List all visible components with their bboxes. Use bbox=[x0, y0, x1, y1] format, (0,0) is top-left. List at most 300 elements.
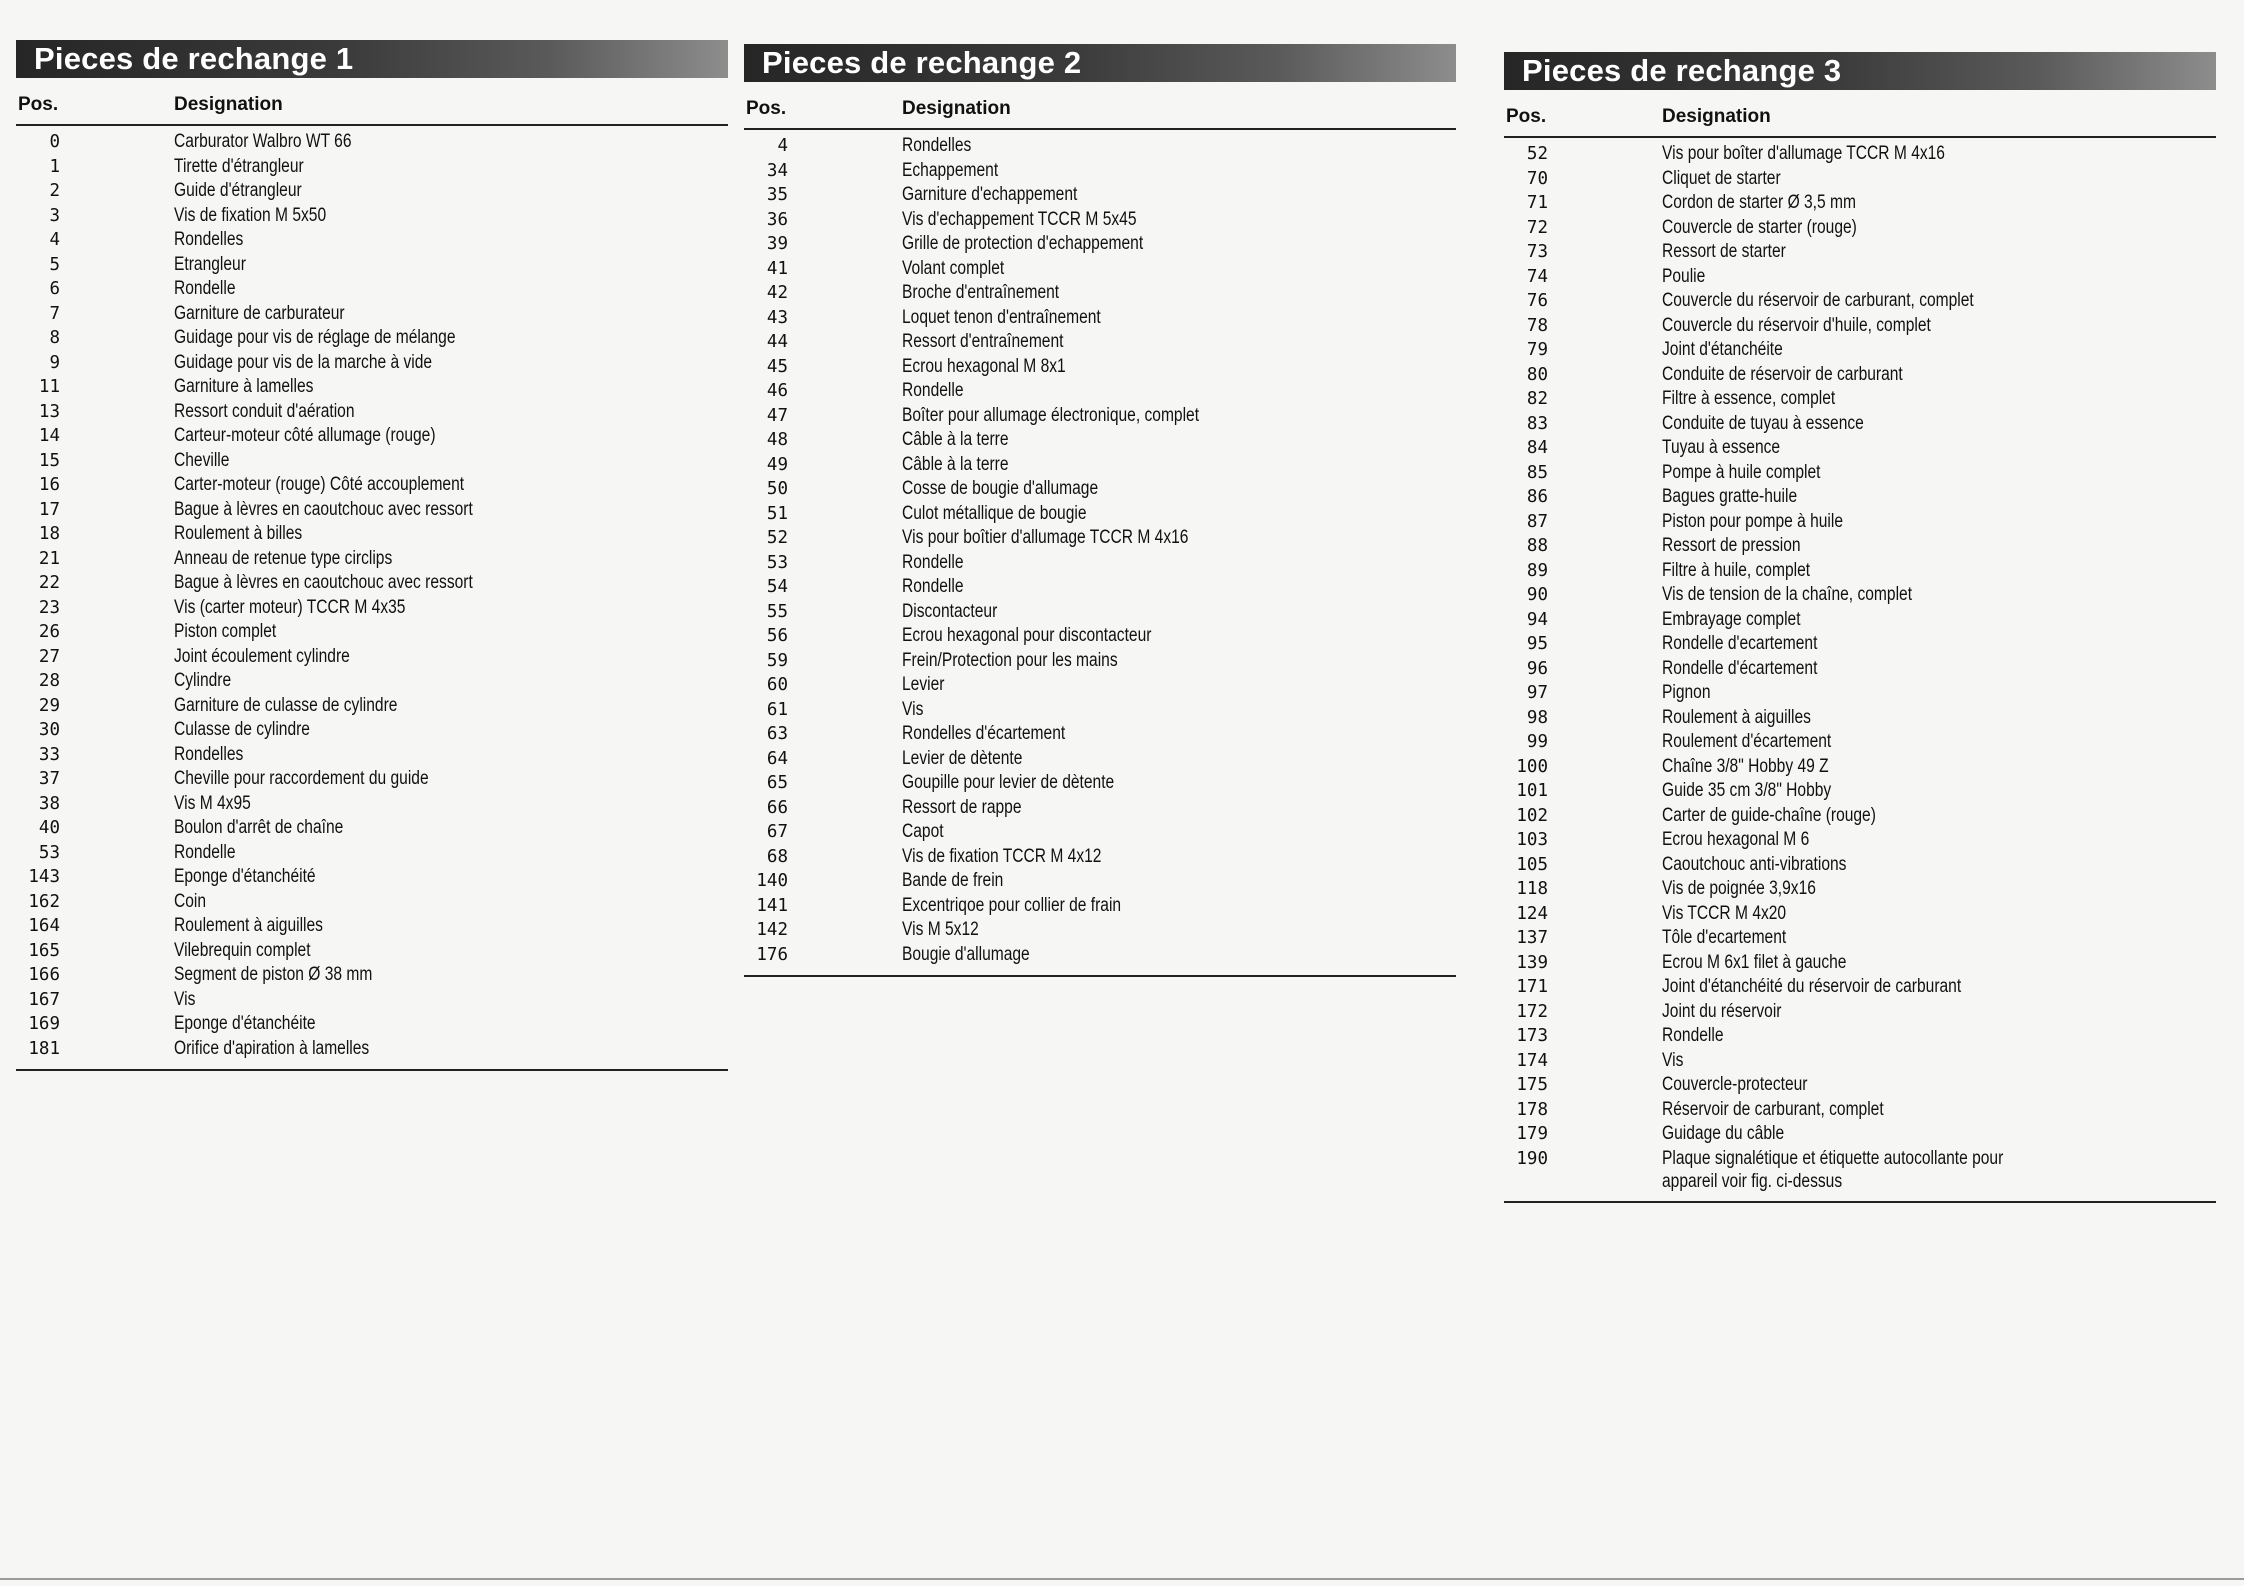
part-designation: Rondelle bbox=[902, 551, 964, 573]
table-row bbox=[744, 747, 1456, 772]
position-number: 49 bbox=[766, 454, 788, 475]
position-number: 98 bbox=[1526, 707, 1548, 728]
position-number: 9 bbox=[49, 352, 60, 373]
table-row bbox=[744, 526, 1456, 551]
part-designation: Vis pour boîtier d'allumage TCCR M 4x16 bbox=[902, 527, 1189, 548]
part-designation: Réservoir de carburant, complet bbox=[1662, 1098, 1884, 1120]
table-row bbox=[1504, 436, 2216, 461]
table-row bbox=[1504, 877, 2216, 902]
table-row bbox=[744, 575, 1456, 600]
part-designation: Tirette d'étrangleur bbox=[174, 155, 304, 177]
position-number: 66 bbox=[766, 797, 788, 818]
part-designation: Pompe à huile complet bbox=[1662, 461, 1821, 483]
table-row bbox=[744, 502, 1456, 527]
panel-title: Pieces de rechange 3 bbox=[1504, 52, 2216, 90]
part-designation: Rondelles bbox=[174, 743, 244, 765]
position-number: 179 bbox=[1516, 1124, 1548, 1144]
part-designation: Ressort d'entraînement bbox=[902, 331, 1064, 352]
part-designation: Ressort de rappe bbox=[902, 796, 1022, 818]
table-row bbox=[744, 477, 1456, 502]
part-designation: Couvercle-protecteur bbox=[1662, 1074, 1808, 1095]
part-designation: Ecrou hexagonal M 6 bbox=[1662, 829, 1810, 850]
part-designation: Filtre à huile, complet bbox=[1662, 559, 1811, 581]
part-designation: Rondelle bbox=[902, 380, 964, 401]
position-number: 102 bbox=[1516, 805, 1548, 826]
table-row bbox=[1504, 1000, 2216, 1025]
table-row bbox=[16, 277, 728, 302]
position-number: 38 bbox=[38, 793, 60, 814]
part-designation: Cosse de bougie d'allumage bbox=[902, 478, 1099, 499]
position-number: 28 bbox=[38, 671, 60, 691]
position-number: 143 bbox=[28, 867, 60, 887]
table-row bbox=[1504, 926, 2216, 951]
position-number: 87 bbox=[1526, 511, 1548, 532]
position-number: 34 bbox=[766, 160, 788, 181]
part-designation: Pignon bbox=[1662, 682, 1711, 703]
table-row bbox=[1504, 1024, 2216, 1049]
table-row bbox=[16, 890, 728, 915]
table-row bbox=[1504, 632, 2216, 657]
position-number: 142 bbox=[756, 920, 788, 940]
position-number: 90 bbox=[1526, 585, 1548, 605]
table-row bbox=[1504, 510, 2216, 535]
part-designation: Carter-moteur (rouge) Côté accouplement bbox=[174, 474, 465, 495]
table-row bbox=[744, 869, 1456, 894]
part-designation: Vis M 5x12 bbox=[902, 919, 979, 940]
part-designation: Eponge d'étanchéité bbox=[174, 866, 316, 887]
table-row bbox=[16, 645, 728, 670]
table-row bbox=[16, 1037, 728, 1062]
table-row bbox=[1504, 583, 2216, 608]
table-row bbox=[16, 179, 728, 204]
table-row bbox=[1504, 608, 2216, 633]
part-designation: Bande de frein bbox=[902, 870, 1004, 891]
table-row bbox=[744, 379, 1456, 404]
part-designation: Conduite de tuyau à essence bbox=[1662, 412, 1864, 434]
position-number: 64 bbox=[766, 748, 788, 769]
position-number: 45 bbox=[766, 356, 788, 377]
table-bottom-rule bbox=[1504, 1201, 2216, 1203]
table-row bbox=[16, 498, 728, 523]
table-row bbox=[16, 694, 728, 719]
position-number: 78 bbox=[1526, 315, 1548, 336]
table-row bbox=[16, 914, 728, 939]
position-number: 76 bbox=[1526, 291, 1548, 311]
position-number: 80 bbox=[1526, 364, 1548, 385]
table-row bbox=[16, 302, 728, 327]
table-row bbox=[1504, 191, 2216, 216]
table-row bbox=[744, 428, 1456, 453]
position-number: 73 bbox=[1526, 242, 1548, 262]
column-header-pos: Pos. bbox=[746, 98, 787, 119]
part-designation: Garniture d'echappement bbox=[902, 184, 1078, 205]
position-number: 53 bbox=[38, 842, 60, 863]
part-designation: Plaque signalétique et étiquette autocollante pour appareil voir fig. ci-dessus bbox=[1662, 1147, 2004, 1192]
position-number: 166 bbox=[28, 965, 60, 985]
position-number: 40 bbox=[38, 818, 60, 838]
position-number: 46 bbox=[766, 381, 788, 401]
table-row bbox=[1504, 412, 2216, 437]
part-designation: Garniture de culasse de cylindre bbox=[174, 694, 398, 716]
part-designation: Excentriqoe pour collier de frain bbox=[902, 894, 1122, 916]
part-designation: Câble à la terre bbox=[902, 453, 1009, 475]
part-designation: Rondelle bbox=[902, 576, 964, 597]
part-designation: Orifice d'apiration à lamelles bbox=[174, 1037, 370, 1059]
table-row bbox=[16, 841, 728, 866]
part-designation: Piston complet bbox=[174, 621, 277, 642]
part-designation: Guidage du câble bbox=[1662, 1123, 1785, 1144]
position-number: 59 bbox=[766, 650, 788, 671]
table-row bbox=[744, 894, 1456, 919]
part-designation: Tôle d'ecartement bbox=[1662, 927, 1787, 948]
position-number: 96 bbox=[1526, 658, 1548, 679]
table-row bbox=[744, 355, 1456, 380]
position-number: 71 bbox=[1526, 193, 1548, 213]
table-row bbox=[744, 281, 1456, 306]
table-row bbox=[1504, 485, 2216, 510]
part-designation: Vis de fixation TCCR M 4x12 bbox=[902, 845, 1102, 867]
position-number: 181 bbox=[28, 1038, 60, 1059]
table-row bbox=[744, 159, 1456, 184]
position-number: 103 bbox=[1516, 830, 1548, 850]
table-row bbox=[16, 743, 728, 768]
table-row bbox=[16, 669, 728, 694]
part-designation: Carburator Walbro WT 66 bbox=[174, 131, 352, 152]
part-designation: Rondelle bbox=[174, 278, 236, 299]
position-number: 137 bbox=[1516, 928, 1548, 948]
part-designation: Bougie d'allumage bbox=[902, 943, 1030, 965]
table-row bbox=[16, 155, 728, 180]
position-number: 79 bbox=[1526, 340, 1548, 360]
part-designation: Coin bbox=[174, 890, 207, 912]
table-row bbox=[16, 571, 728, 596]
part-designation: Vis bbox=[174, 988, 196, 1010]
table-row bbox=[744, 845, 1456, 870]
part-designation: Embrayage complet bbox=[1662, 608, 1801, 630]
position-number: 172 bbox=[1516, 1001, 1548, 1022]
table-row bbox=[1504, 216, 2216, 241]
part-designation: Vis bbox=[1662, 1049, 1684, 1071]
part-designation: Ecrou hexagonal M 8x1 bbox=[902, 355, 1066, 377]
table-row bbox=[16, 865, 728, 890]
table-row bbox=[1504, 314, 2216, 339]
position-number: 167 bbox=[28, 989, 60, 1010]
table-row bbox=[16, 620, 728, 645]
table-row bbox=[744, 453, 1456, 478]
position-number: 52 bbox=[1526, 144, 1548, 164]
position-number: 43 bbox=[766, 307, 788, 328]
table-row bbox=[1504, 338, 2216, 363]
position-number: 51 bbox=[766, 503, 788, 524]
table-row bbox=[744, 796, 1456, 821]
part-designation: Joint écoulement cylindre bbox=[174, 645, 350, 667]
part-designation: Garniture à lamelles bbox=[174, 376, 314, 397]
table-row bbox=[1504, 387, 2216, 412]
position-number: 61 bbox=[766, 699, 788, 720]
part-designation: Guidage pour vis de réglage de mélange bbox=[174, 327, 456, 348]
part-designation: Piston pour pompe à huile bbox=[1662, 510, 1844, 532]
panel-title: Pieces de rechange 1 bbox=[16, 40, 728, 78]
part-designation: Eponge d'étanchéite bbox=[174, 1013, 316, 1034]
table-row bbox=[16, 449, 728, 474]
table-row bbox=[1504, 779, 2216, 804]
table-row bbox=[16, 939, 728, 964]
position-number: 72 bbox=[1526, 217, 1548, 238]
part-designation: Rondelle bbox=[1662, 1025, 1724, 1046]
part-designation: Rondelles d'écartement bbox=[902, 723, 1066, 744]
position-number: 86 bbox=[1526, 487, 1548, 507]
part-designation: Vis bbox=[902, 698, 924, 720]
part-designation: Guide d'étrangleur bbox=[174, 180, 302, 201]
position-number: 54 bbox=[766, 577, 788, 597]
part-designation: Conduite de réservoir de carburant bbox=[1662, 363, 1903, 385]
position-number: 56 bbox=[766, 626, 788, 646]
table-row bbox=[16, 988, 728, 1013]
part-designation: Etrangleur bbox=[174, 253, 246, 275]
position-number: 15 bbox=[38, 450, 60, 471]
table-row bbox=[744, 624, 1456, 649]
position-number: 17 bbox=[38, 499, 60, 520]
table-row bbox=[744, 771, 1456, 796]
position-number: 174 bbox=[1516, 1050, 1548, 1071]
parts-panel-1 bbox=[16, 40, 728, 1071]
table-row bbox=[744, 918, 1456, 943]
part-designation: Guide 35 cm 3/8" Hobby bbox=[1662, 780, 1832, 801]
table-row bbox=[1504, 975, 2216, 1000]
position-number: 2 bbox=[49, 181, 60, 201]
position-number: 37 bbox=[38, 769, 60, 789]
part-designation: Segment de piston Ø 38 mm bbox=[174, 964, 373, 985]
position-number: 33 bbox=[38, 744, 60, 765]
table-row bbox=[1504, 1147, 2216, 1193]
position-number: 42 bbox=[766, 283, 788, 303]
position-number: 6 bbox=[49, 279, 60, 299]
page-edge-line bbox=[0, 1578, 2244, 1580]
position-number: 169 bbox=[28, 1014, 60, 1034]
part-designation: Boîter pour allumage électronique, complet bbox=[902, 404, 1200, 426]
table-row bbox=[16, 792, 728, 817]
table-row bbox=[1504, 167, 2216, 192]
position-number: 164 bbox=[28, 916, 60, 936]
table-row bbox=[744, 404, 1456, 429]
column-headers bbox=[16, 78, 728, 126]
part-designation: Cheville bbox=[174, 449, 230, 471]
part-designation: Discontacteur bbox=[902, 600, 998, 622]
table-row bbox=[16, 326, 728, 351]
position-number: 44 bbox=[766, 332, 788, 352]
column-header-pos: Pos. bbox=[1506, 106, 1547, 127]
position-number: 173 bbox=[1516, 1026, 1548, 1046]
part-designation: Echappement bbox=[902, 159, 999, 181]
table-row bbox=[16, 963, 728, 988]
part-designation: Câble à la terre bbox=[902, 429, 1009, 450]
table-row bbox=[16, 228, 728, 253]
part-designation: Couvercle du réservoir de carburant, complet bbox=[1662, 290, 1974, 311]
position-number: 0 bbox=[49, 132, 60, 152]
position-number: 36 bbox=[766, 209, 788, 230]
position-number: 39 bbox=[766, 234, 788, 254]
table-row bbox=[1504, 461, 2216, 486]
position-number: 178 bbox=[1516, 1099, 1548, 1120]
table-row bbox=[744, 306, 1456, 331]
part-designation: Goupille pour levier de dètente bbox=[902, 772, 1115, 793]
part-designation: Levier de dètente bbox=[902, 747, 1023, 769]
part-designation: Cliquet de starter bbox=[1662, 167, 1781, 189]
part-designation: Levier bbox=[902, 674, 945, 695]
part-designation: Boulon d'arrêt de chaîne bbox=[174, 817, 344, 838]
table-row bbox=[16, 816, 728, 841]
table-row bbox=[1504, 1073, 2216, 1098]
position-number: 190 bbox=[1516, 1148, 1548, 1169]
part-designation: Rondelle d'écartement bbox=[1662, 657, 1818, 679]
position-number: 63 bbox=[766, 724, 788, 744]
part-designation: Cylindre bbox=[174, 670, 232, 691]
table-row bbox=[16, 424, 728, 449]
part-designation: Rondelle d'ecartement bbox=[1662, 633, 1818, 654]
part-designation: Anneau de retenue type circlips bbox=[174, 547, 393, 569]
table-row bbox=[16, 718, 728, 743]
position-number: 3 bbox=[49, 205, 60, 226]
table-row bbox=[1504, 902, 2216, 927]
position-number: 47 bbox=[766, 405, 788, 426]
position-number: 99 bbox=[1526, 732, 1548, 752]
part-designation: Roulement à aiguilles bbox=[174, 915, 323, 936]
position-number: 97 bbox=[1526, 683, 1548, 703]
table-row bbox=[1504, 1098, 2216, 1123]
table-row bbox=[1504, 363, 2216, 388]
part-designation: Ressort conduit d'aération bbox=[174, 400, 355, 422]
part-designation: Couvercle du réservoir d'huile, complet bbox=[1662, 314, 1931, 336]
table-row bbox=[16, 253, 728, 278]
part-designation: Frein/Protection pour les mains bbox=[902, 649, 1118, 671]
part-designation: Culasse de cylindre bbox=[174, 719, 310, 740]
table-row bbox=[1504, 681, 2216, 706]
table-row bbox=[744, 943, 1456, 968]
parts-list bbox=[744, 130, 1456, 967]
column-headers bbox=[744, 82, 1456, 130]
position-number: 22 bbox=[38, 573, 60, 593]
part-designation: Roulement à billes bbox=[174, 523, 303, 544]
part-designation: Capot bbox=[902, 821, 944, 842]
position-number: 14 bbox=[38, 426, 60, 446]
table-row bbox=[744, 208, 1456, 233]
parts-list bbox=[1504, 138, 2216, 1193]
table-row bbox=[16, 375, 728, 400]
part-designation: Volant complet bbox=[902, 257, 1005, 279]
column-header-designation: Designation bbox=[902, 98, 1011, 119]
table-row bbox=[744, 820, 1456, 845]
table-row bbox=[16, 351, 728, 376]
part-designation: Vilebrequin complet bbox=[174, 939, 311, 961]
position-number: 13 bbox=[38, 401, 60, 422]
position-number: 1 bbox=[49, 156, 60, 177]
part-designation: Roulement d'écartement bbox=[1662, 731, 1832, 752]
table-row bbox=[16, 400, 728, 425]
part-designation: Joint d'étanchéité du réservoir de carburant bbox=[1662, 976, 1962, 997]
position-number: 118 bbox=[1516, 879, 1548, 899]
part-designation: Vis de fixation M 5x50 bbox=[174, 204, 327, 226]
table-row bbox=[1504, 1122, 2216, 1147]
position-number: 21 bbox=[38, 548, 60, 569]
table-row bbox=[1504, 534, 2216, 559]
table-row bbox=[16, 130, 728, 155]
position-number: 23 bbox=[38, 597, 60, 618]
part-designation: Couvercle de starter (rouge) bbox=[1662, 216, 1857, 238]
position-number: 11 bbox=[38, 377, 60, 397]
position-number: 85 bbox=[1526, 462, 1548, 483]
position-number: 105 bbox=[1516, 854, 1548, 875]
part-designation: Ecrou hexagonal pour discontacteur bbox=[902, 625, 1152, 646]
table-row bbox=[1504, 828, 2216, 853]
position-number: 89 bbox=[1526, 560, 1548, 581]
position-number: 100 bbox=[1516, 756, 1548, 777]
table-row bbox=[16, 204, 728, 229]
table-row bbox=[1504, 755, 2216, 780]
table-row bbox=[16, 522, 728, 547]
position-number: 8 bbox=[49, 328, 60, 348]
part-designation: Cheville pour raccordement du guide bbox=[174, 768, 429, 789]
table-bottom-rule bbox=[744, 975, 1456, 977]
position-number: 52 bbox=[766, 528, 788, 548]
part-designation: Rondelles bbox=[902, 135, 972, 156]
table-row bbox=[1504, 853, 2216, 878]
position-number: 50 bbox=[766, 479, 788, 499]
position-number: 70 bbox=[1526, 168, 1548, 189]
part-designation: Vis de tension de la chaîne, complet bbox=[1662, 584, 1913, 605]
table-row bbox=[16, 473, 728, 498]
part-designation: Ressort de starter bbox=[1662, 241, 1786, 262]
position-number: 95 bbox=[1526, 634, 1548, 654]
table-row bbox=[1504, 706, 2216, 731]
position-number: 74 bbox=[1526, 266, 1548, 287]
part-designation: Vis M 4x95 bbox=[174, 792, 251, 814]
part-designation: Carteur-moteur côté allumage (rouge) bbox=[174, 425, 436, 446]
part-designation: Garniture de carburateur bbox=[174, 302, 345, 324]
position-number: 68 bbox=[766, 846, 788, 867]
position-number: 141 bbox=[756, 895, 788, 916]
parts-list bbox=[16, 126, 728, 1061]
part-designation: Caoutchouc anti-vibrations bbox=[1662, 853, 1847, 875]
table-row bbox=[744, 257, 1456, 282]
column-header-designation: Designation bbox=[174, 94, 283, 115]
position-number: 88 bbox=[1526, 536, 1548, 556]
position-number: 124 bbox=[1516, 903, 1548, 924]
table-row bbox=[744, 330, 1456, 355]
table-row bbox=[1504, 951, 2216, 976]
position-number: 140 bbox=[756, 871, 788, 891]
position-number: 165 bbox=[28, 940, 60, 961]
table-row bbox=[744, 600, 1456, 625]
parts-panel-2 bbox=[744, 44, 1456, 977]
table-row bbox=[1504, 265, 2216, 290]
position-number: 53 bbox=[766, 552, 788, 573]
position-number: 101 bbox=[1516, 781, 1548, 801]
table-row bbox=[744, 551, 1456, 576]
position-number: 65 bbox=[766, 773, 788, 793]
part-designation: Carter de guide-chaîne (rouge) bbox=[1662, 804, 1876, 826]
parts-panel-3 bbox=[1504, 52, 2216, 1203]
part-designation: Vis pour boîter d'allumage TCCR M 4x16 bbox=[1662, 143, 1945, 164]
part-designation: Chaîne 3/8" Hobby 49 Z bbox=[1662, 755, 1829, 777]
part-designation: Vis TCCR M 4x20 bbox=[1662, 902, 1787, 924]
position-number: 48 bbox=[766, 430, 788, 450]
position-number: 84 bbox=[1526, 438, 1548, 458]
part-designation: Filtre à essence, complet bbox=[1662, 388, 1836, 409]
part-designation: Grille de protection d'echappement bbox=[902, 233, 1144, 254]
table-row bbox=[1504, 559, 2216, 584]
position-number: 4 bbox=[49, 230, 60, 250]
part-designation: Joint du réservoir bbox=[1662, 1000, 1782, 1022]
